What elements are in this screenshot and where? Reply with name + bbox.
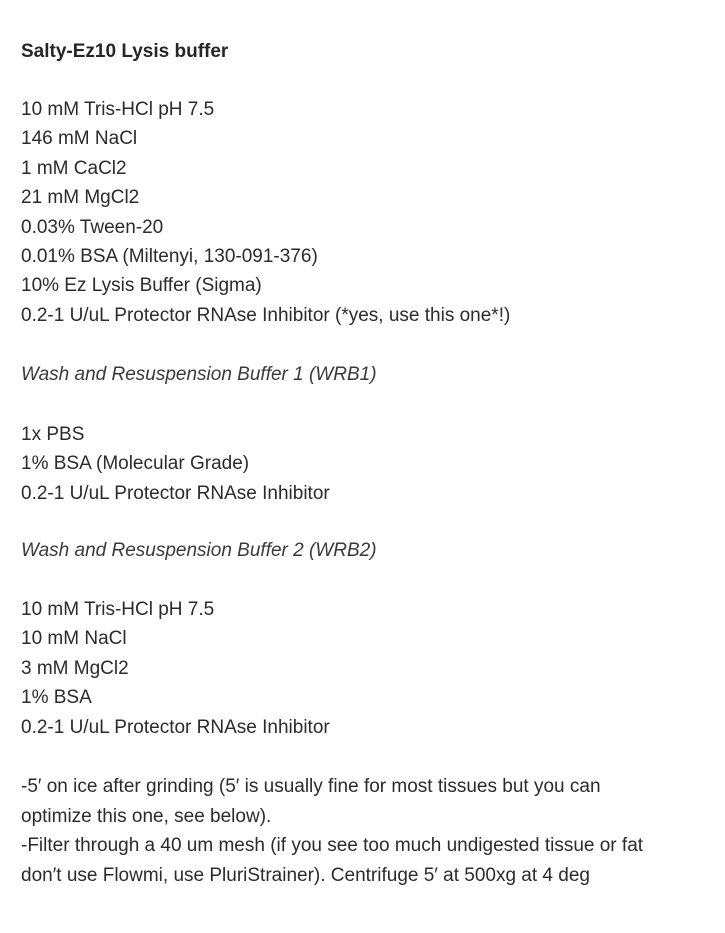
wrb2-list — [21, 595, 711, 742]
wrb1-list — [21, 420, 711, 508]
wrb2-item: 1% BSA — [21, 687, 92, 709]
protocol-steps — [21, 772, 711, 890]
note-title: Salty-Ez10 Lysis buffer — [21, 41, 229, 62]
wrb1-item: 1% BSA (Molecular Grade) — [21, 453, 250, 475]
wrb2-item: 3 mM MgCl2 — [21, 657, 129, 679]
lysis-buffer-item: 21 mM MgCl2 — [21, 187, 140, 209]
wrb1-item: 1x PBS — [21, 424, 85, 445]
lysis-buffer-item: 10 mM Tris-HCl pH 7.5 — [21, 99, 215, 120]
wrb1-heading: Wash and Resuspension Buffer 1 (WRB1) — [21, 364, 377, 385]
wrb2-heading: Wash and Resuspension Buffer 2 (WRB2) — [21, 540, 377, 561]
step-line: -Filter through a 40 um mesh (if you see too much undigested tissue or fat — [21, 835, 644, 856]
step-line: optimize this one, see below). — [21, 805, 272, 827]
lysis-buffer-item: 0.2-1 U/uL Protector RNAse Inhibitor (*yes, use this one*!) — [21, 304, 511, 326]
lysis-buffer-item: 0.03% Tween-20 — [21, 216, 164, 238]
lysis-buffer-list — [21, 95, 711, 330]
lysis-buffer-item: 10% Ez Lysis Buffer (Sigma) — [21, 275, 262, 297]
wrb2-item: 0.2-1 U/uL Protector RNAse Inhibitor — [21, 716, 330, 738]
lysis-buffer-item: 0.01% BSA (Miltenyi, 130-091-376) — [21, 245, 318, 267]
wrb1-item: 0.2-1 U/uL Protector RNAse Inhibitor — [21, 482, 330, 504]
lysis-buffer-item: 146 mM NaCl — [21, 128, 138, 150]
step-line: don′t use Flowmi, use PluriStrainer). Centrifuge 5′ at 500xg at 4 deg — [21, 864, 590, 886]
lysis-buffer-item: 1 mM CaCl2 — [21, 157, 127, 179]
wrb2-item: 10 mM NaCl — [21, 628, 127, 650]
wrb2-item: 10 mM Tris-HCl pH 7.5 — [21, 599, 215, 620]
step-line: -5′ on ice after grinding (5′ is usually fine for most tissues but you can — [21, 776, 601, 797]
